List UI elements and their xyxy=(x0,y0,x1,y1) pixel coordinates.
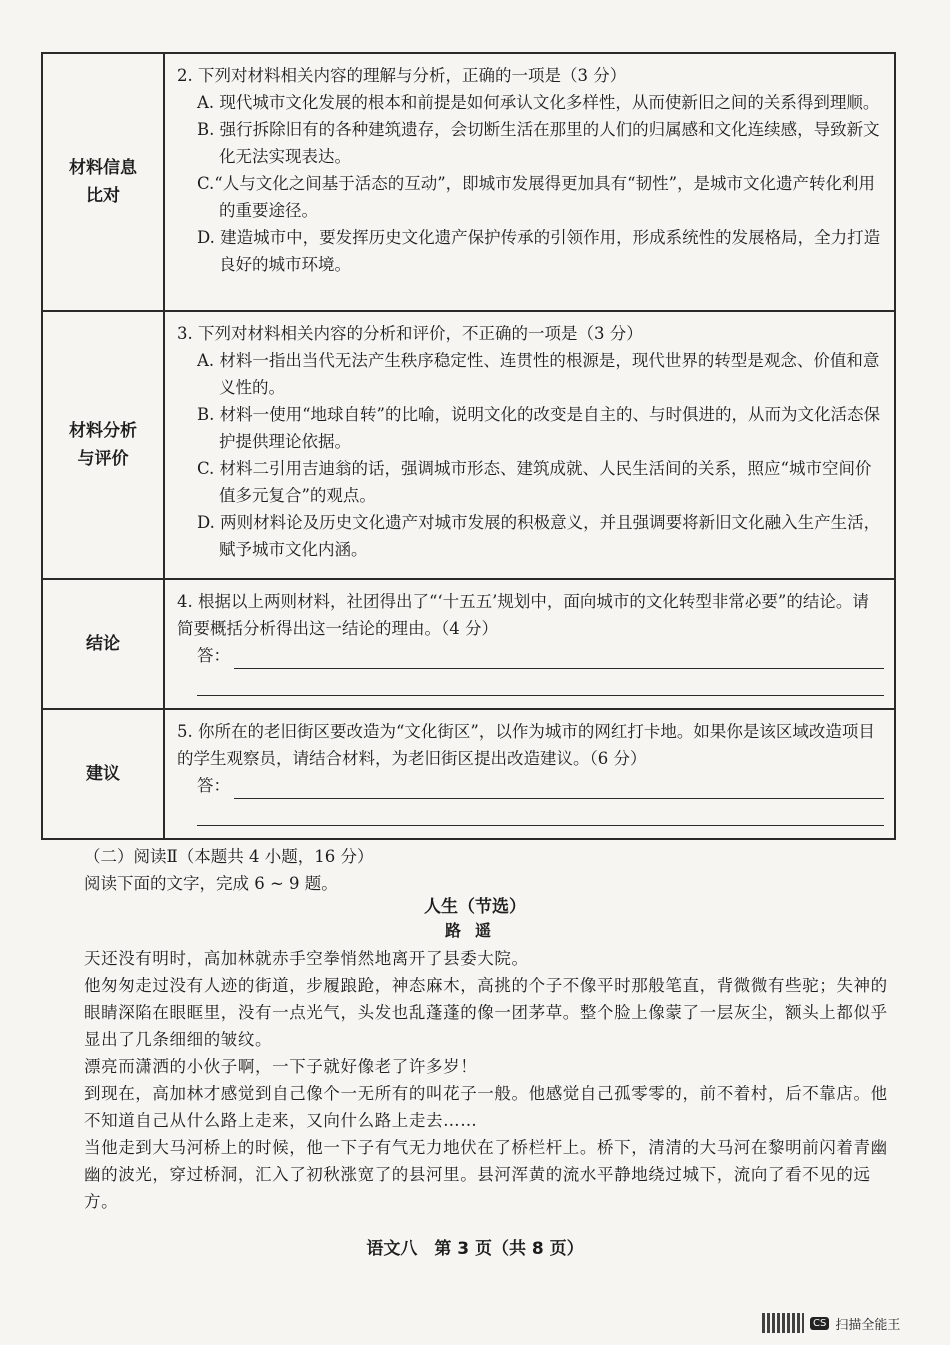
qr-code-icon xyxy=(762,1313,804,1333)
row-label xyxy=(42,709,164,839)
section-heading: （二）阅读Ⅱ（本题共 4 小题，16 分） xyxy=(84,847,374,866)
question-cell xyxy=(164,579,895,709)
cs-logo-icon: CS xyxy=(810,1317,829,1330)
row-label-line: 建议 xyxy=(86,764,120,784)
question-cell xyxy=(164,53,895,311)
answer-field[interactable] xyxy=(197,772,884,799)
option-b: B. 材料一使用“地球自转”的比喻，说明文化的改变是自主的、与时俱进的，从而为文化活态保护提供理论依据。 xyxy=(197,405,880,451)
scanner-watermark xyxy=(762,1313,900,1333)
row-label xyxy=(42,311,164,579)
article-title: 人生（节选） xyxy=(424,897,526,917)
answer-line xyxy=(197,669,884,696)
option-a: A. 材料一指出当代无法产生秩序稳定性、连贯性的根源是，现代世界的转型是观念、价值和意义性的。 xyxy=(197,351,880,397)
answer-label: 答： xyxy=(197,776,230,795)
page-footer: 语文八 第 3 页（共 8 页） xyxy=(366,1239,584,1259)
option-b: B. 强行拆除旧有的各种建筑遗存，会切断生活在那里的人们的归属感和文化连续感，导致新文化无法实现表达。 xyxy=(197,120,880,166)
row-label-line: 材料分析 xyxy=(69,421,137,441)
row-label xyxy=(42,579,164,709)
row-label xyxy=(42,53,164,311)
option-d: D. 两则材料论及历史文化遗产对城市发展的积极意义，并且强调要将新旧文化融入生产生活，赋予城市文化内涵。 xyxy=(197,513,881,559)
row-label-line: 材料信息 xyxy=(69,158,137,178)
answer-field[interactable] xyxy=(197,642,884,669)
article-author: 路遥 xyxy=(444,921,505,940)
option-c: C.“人与文化之间基于活态的互动”，即城市发展得更加具有“韧性”，是城市文化遗产转化利用的重要途径。 xyxy=(197,174,876,220)
question-cell xyxy=(164,709,895,839)
question-2-stem: 2. 下列对材料相关内容的理解与分析，正确的一项是（3 分） xyxy=(177,66,627,85)
article-paragraph: 他匆匆走过没有人迹的街道，步履踉跄，神态麻木，高挑的个子不像平时那般笔直，背微微有些驼；失神的眼睛深陷在眼眶里，没有一点光气，头发也乱蓬蓬的像一团茅草。整个脸上像蒙了一层灰尘，额头上都似乎显出了几条细细的皱纹。 xyxy=(84,976,888,1049)
option-a: A. 现代城市文化发展的根本和前提是如何承认文化多样性，从而使新旧之间的关系得到理顺。 xyxy=(197,93,880,112)
row-label-line: 比对 xyxy=(86,186,120,206)
article-body xyxy=(84,945,899,1215)
answer-label: 答： xyxy=(197,646,230,665)
answer-line xyxy=(234,778,884,799)
watermark-text: 扫描全能王 xyxy=(835,1317,901,1333)
reading-section-header xyxy=(84,843,884,897)
article-paragraph: 漂亮而潇洒的小伙子啊，一下子就好像老了许多岁！ xyxy=(84,1057,478,1076)
option-d: D. 建造城市中，要发挥历史文化遗产保护传承的引领作用，形成系统性的发展格局，全力打造良好的城市环境。 xyxy=(197,228,881,274)
answer-line xyxy=(197,799,884,826)
option-c: C. 材料二引用吉迪翁的话，强调城市形态、建筑成就、人民生活间的关系，照应“城市空间价值多元复合”的观点。 xyxy=(197,459,872,505)
question-table xyxy=(41,52,896,840)
table-row xyxy=(42,53,895,311)
section-instruction: 阅读下面的文字，完成 6 ~ 9 题。 xyxy=(84,874,338,893)
row-label-line: 与评价 xyxy=(77,449,129,469)
question-4-stem: 4. 根据以上两则材料，社团得出了“‘十五五’规划中，面向城市的文化转型非常必要”的结论。请简要概括分析得出这一结论的理由。（4 分） xyxy=(177,592,869,638)
row-label-line: 结论 xyxy=(86,634,120,654)
question-5-stem: 5. 你所在的老旧街区要改造为“文化街区”，以作为城市的网红打卡地。如果你是该区域改造项目的学生观察员，请结合材料，为老旧街区提出改造建议。（6 分） xyxy=(177,722,875,768)
table-row xyxy=(42,709,895,839)
table-row xyxy=(42,579,895,709)
article-paragraph: 到现在，高加林才感觉到自己像个一无所有的叫花子一般。他感觉自己孤零零的，前不着村，后不靠店。他不知道自己从什么路上走来，又向什么路上走去…… xyxy=(84,1084,888,1130)
table-row xyxy=(42,311,895,579)
question-cell xyxy=(164,311,895,579)
answer-line xyxy=(234,648,884,669)
question-3-stem: 3. 下列对材料相关内容的分析和评价，不正确的一项是（3 分） xyxy=(177,324,643,343)
article-paragraph: 当他走到大马河桥上的时候，他一下子有气无力地伏在了桥栏杆上。桥下，清清的大马河在黎明前闪着青幽幽的波光，穿过桥洞，汇入了初秋涨宽了的县河里。县河浑黄的流水平静地绕过城下，流向了看不见的远方。 xyxy=(84,1138,888,1211)
article-paragraph: 天还没有明时，高加林就赤手空拳悄然地离开了县委大院。 xyxy=(84,949,529,968)
